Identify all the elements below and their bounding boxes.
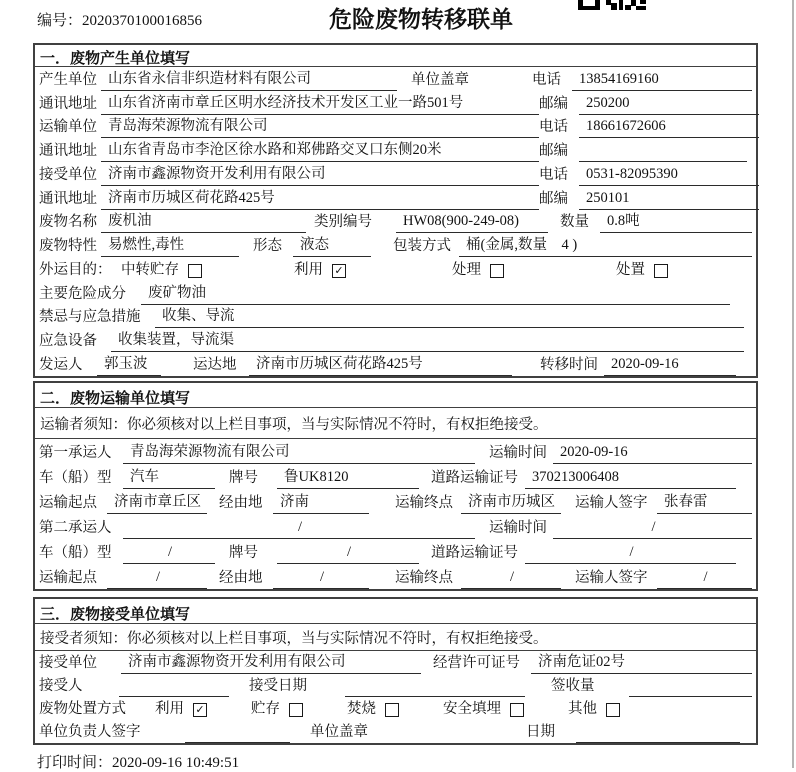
section-title: 二．废物运输单位填写: [35, 383, 756, 408]
field-label: 邮编: [539, 190, 568, 207]
field-value: 2020-09-16: [553, 444, 752, 464]
field-value: 收集装置，导流渠: [111, 328, 744, 352]
section-box: [33, 381, 758, 591]
section-notice: 运输者须知：你必须核对以上栏目事项，当与实际情况不符时，有权拒绝接受。: [35, 408, 756, 439]
field-label: 应急设备: [39, 333, 97, 349]
checkbox-label: 利用: [294, 261, 323, 278]
field-value: 收集、导流: [155, 304, 744, 328]
form-row: [35, 352, 756, 376]
field-value: 济南市章丘区: [107, 490, 207, 514]
form-row: [35, 186, 756, 210]
field-label: 接受日期: [249, 678, 307, 694]
checkbox-label: 处理: [452, 261, 481, 278]
field-value: 370213006408: [525, 469, 736, 489]
field-label: 牌号: [229, 470, 258, 486]
form-row: [35, 489, 756, 514]
field-label: 单位盖章: [310, 724, 368, 740]
checkbox-icon: [510, 703, 524, 717]
field-value: HW08(900-249-08): [396, 213, 548, 233]
field-label: 运输时间: [489, 445, 547, 461]
field-value: 0531-82095390: [579, 166, 759, 186]
field-value: 250101: [579, 190, 759, 210]
form-row: [35, 91, 756, 115]
section-box: [33, 43, 758, 378]
form-row: [35, 564, 756, 589]
field-value: 废机油: [101, 209, 306, 233]
form-row: [35, 651, 756, 674]
document-number: [37, 9, 202, 30]
form-row: [35, 233, 756, 257]
checkbox-icon: [490, 264, 504, 278]
checkbox-label: 处置: [616, 261, 645, 278]
checkbox-icon: [289, 703, 303, 717]
field-label: 接受单位: [39, 166, 97, 183]
form-row: [35, 328, 756, 352]
field-label: 通讯地址: [39, 190, 97, 207]
field-value: /: [277, 544, 419, 564]
field-value: 济南: [273, 490, 369, 514]
field-value: /: [553, 519, 752, 539]
form-row: [35, 281, 756, 305]
field-value: 青岛海荣源物流有限公司: [123, 440, 475, 464]
checkbox-icon: [385, 703, 399, 717]
field-label: 废物名称: [39, 214, 97, 231]
field-label: 废物特性: [39, 238, 97, 254]
field-label: 接受人: [39, 678, 83, 694]
field-value: 易燃性,毒性: [101, 233, 239, 257]
form-row: [35, 138, 756, 162]
field-value: /: [525, 544, 736, 564]
field-value: 13854169160: [572, 71, 752, 91]
field-value: 250200: [579, 95, 759, 115]
field-label: 产生单位: [39, 71, 97, 88]
checkbox-label: 利用: [155, 701, 184, 717]
field-label: 签收量: [551, 678, 595, 694]
checkbox-option: [121, 258, 202, 281]
field-label: 运输终点: [395, 495, 453, 511]
field-label: 外运目的：: [39, 261, 112, 278]
field-value: /: [273, 569, 369, 589]
field-label: 第一承运人: [39, 445, 112, 461]
manifest-document: [33, 0, 758, 772]
field-value: /: [107, 569, 207, 589]
form-row: [35, 514, 756, 539]
field-value: 汽车: [123, 465, 215, 489]
field-value: 济南市历城区: [461, 490, 561, 514]
field-label: 电话: [539, 119, 568, 136]
field-label: 禁忌与应急措施: [39, 309, 141, 326]
field-value: 桶(金属,数量 4 ): [459, 233, 752, 257]
checkbox-icon: [654, 264, 668, 278]
field-label: 单位负责人签字: [39, 724, 141, 740]
field-label: 运输时间: [489, 520, 547, 536]
form-row: [35, 697, 756, 720]
field-label: 邮编: [539, 143, 568, 159]
field-value: 济南市鑫源物资开发利用有限公司: [121, 650, 421, 674]
field-value: 18661672606: [579, 118, 759, 138]
field-value: [576, 738, 740, 743]
form-row: [35, 67, 756, 91]
print-time-value: 2020-09-16 10:49:51: [112, 755, 240, 771]
field-label: 运输人签字: [575, 570, 648, 586]
field-label: 运输单位: [39, 119, 97, 136]
field-label: 车（船）型: [39, 470, 112, 486]
form-row: [35, 162, 756, 186]
field-label: 道路运输证号: [431, 470, 518, 486]
document-number-label: 编号：: [37, 13, 83, 29]
field-value: 郭玉波: [97, 352, 161, 376]
form-row: [35, 539, 756, 564]
form-row: [35, 210, 756, 234]
form-row: [35, 674, 756, 697]
checkbox-label: 中转贮存: [121, 261, 179, 278]
checkbox-label: 其他: [568, 701, 597, 717]
field-label: 车（船）型: [39, 545, 112, 561]
field-label: 运输起点: [39, 570, 97, 586]
field-label: 转移时间: [540, 356, 598, 373]
field-value: [185, 738, 290, 743]
checkbox-label: 安全填埋: [443, 701, 501, 717]
field-label: 道路运输证号: [431, 545, 518, 561]
section-title: 三．废物接受单位填写: [35, 599, 756, 624]
field-label: 通讯地址: [39, 143, 97, 159]
field-label: 经营许可证号: [433, 655, 520, 671]
page-edge-line: [792, 0, 794, 768]
checkbox-option: [294, 258, 346, 281]
field-label: 接受单位: [39, 655, 97, 671]
qr-code-fragment: [578, 0, 646, 10]
checkbox-checked-icon: ✓: [193, 703, 207, 717]
field-value: 张春雷: [657, 490, 752, 514]
field-value: 鲁UK8120: [277, 465, 419, 489]
field-label: 第二承运人: [39, 520, 112, 536]
page-title: 危险废物转移联单: [329, 7, 513, 32]
field-value: 液态: [293, 233, 371, 257]
field-value: 山东省青岛市李沧区徐水路和郑佛路交叉口东侧20米: [101, 138, 539, 162]
field-label: 形态: [253, 238, 282, 254]
form-row: [35, 257, 756, 281]
field-label: 运输人签字: [575, 495, 648, 511]
field-value: 废矿物油: [141, 281, 730, 305]
field-value: 济南市历城区荷花路425号: [249, 352, 512, 376]
field-label: 电话: [539, 166, 568, 183]
checkbox-option: [443, 697, 524, 720]
field-label: 经由地: [219, 570, 263, 586]
field-label: 发运人: [39, 356, 83, 373]
field-value: 济南市鑫源物资开发利用有限公司: [101, 162, 539, 186]
field-value: 2020-09-16: [604, 356, 736, 376]
field-label: 类别编号: [314, 214, 372, 231]
document-header: [33, 0, 758, 43]
section-title: 一．废物产生单位填写: [35, 45, 756, 67]
checkbox-option: [568, 697, 620, 720]
checkbox-option: [347, 697, 399, 720]
field-value: [629, 692, 752, 697]
form-row: [35, 115, 756, 139]
field-value: [579, 157, 747, 162]
section-box: [33, 597, 758, 745]
field-label: 运输终点: [395, 570, 453, 586]
print-time-label: 打印时间：: [37, 755, 113, 771]
field-label: 运达地: [193, 356, 237, 373]
field-value: /: [123, 544, 215, 564]
field-value: 济南危证02号: [531, 650, 752, 674]
field-value: 山东省济南市章丘区明水经济技术开发区工业一路501号: [101, 91, 539, 115]
checkbox-label: 贮存: [251, 701, 280, 717]
field-label: 通讯地址: [39, 95, 97, 112]
document-number-value: 2020370100016856: [82, 13, 203, 29]
field-label: 包装方式: [393, 238, 451, 254]
field-label: 日期: [526, 724, 555, 740]
checkbox-option: [251, 697, 303, 720]
field-label: 邮编: [539, 95, 568, 112]
field-label: 主要危险成分: [39, 285, 126, 302]
field-value: /: [461, 569, 561, 589]
field-value: /: [123, 519, 475, 539]
checkbox-option: [155, 697, 207, 720]
section-notice: 接受者须知：你必须核对以上栏目事项，当与实际情况不符时，有权拒绝接受。: [35, 624, 756, 651]
field-value: 青岛海荣源物流有限公司: [101, 114, 539, 138]
checkbox-option: [616, 258, 668, 281]
checkbox-label: 焚烧: [347, 701, 376, 717]
field-label: 废物处置方式: [39, 701, 126, 717]
form-row: [35, 439, 756, 464]
sections: [33, 43, 758, 745]
field-label: 电话: [532, 71, 561, 88]
checkbox-checked-icon: ✓: [332, 264, 346, 278]
checkbox-icon: [606, 703, 620, 717]
field-label: 单位盖章: [411, 71, 469, 88]
field-label: 数量: [560, 214, 589, 231]
form-row: [35, 464, 756, 489]
field-label: 经由地: [219, 495, 263, 511]
field-value: 济南市历城区荷花路425号: [101, 186, 539, 210]
field-label: 运输起点: [39, 495, 97, 511]
checkbox-icon: [188, 264, 202, 278]
form-row: [35, 305, 756, 329]
form-row: [35, 720, 756, 743]
field-value: 山东省永信非织造材料有限公司: [101, 67, 397, 91]
checkbox-option: [452, 258, 504, 281]
field-value: 0.8吨: [600, 209, 752, 233]
field-value: /: [657, 569, 752, 589]
field-label: 牌号: [229, 545, 258, 561]
